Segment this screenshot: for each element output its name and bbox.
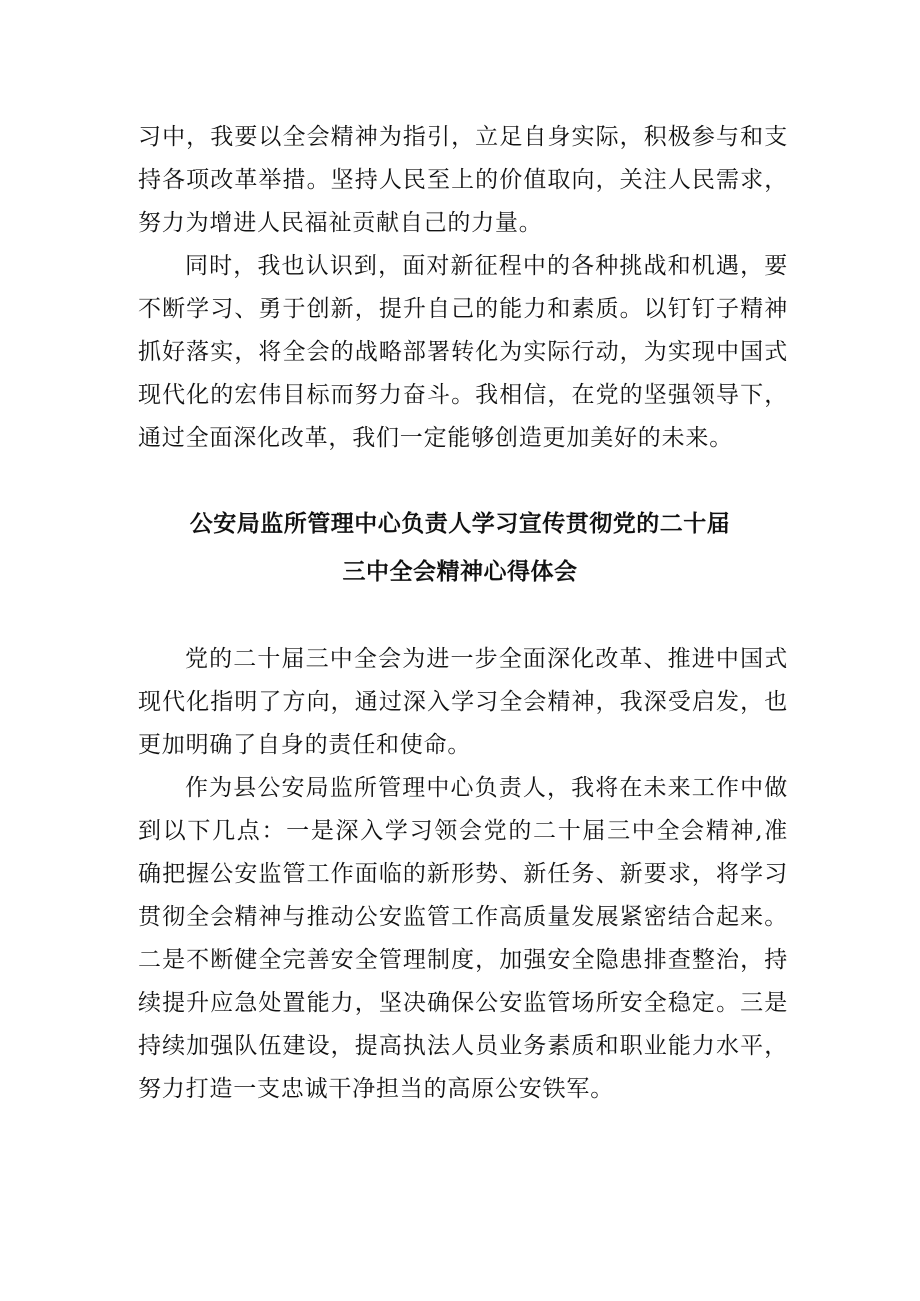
article-title-line-2: 三中全会精神心得体会 xyxy=(342,559,578,585)
body-paragraph-intro: 党的二十届三中全会为进一步全面深化改革、推进中国式现代化指明了方向，通过深入学习全会精神，我深受启发，也更加明确了自身的责任和使命。 xyxy=(138,646,788,758)
body-paragraph-work-plan: 作为县公安局监所管理中心负责人，我将在未来工作中做到以下几点：一是深入学习领会党的二十届三中全会精神,准确把握公安监管工作面临的新形势、新任务、新要求，将学习贯彻全会精神与推动公安监管工作高质量发展紧密结合起来。二是不断健全完善安全管理制度，加强安全隐患排查整治，持续提升应急处置能力，坚决确保公安监管场所安全稳定。三是持续加强队伍建设，提高执法人员业务素质和职业能力水平，努力打造一支忠诚干净担当的高原公安铁军。 xyxy=(138,775,788,1102)
body-paragraph-continuation: 习中，我要以全会精神为指引，立足自身实际，积极参与和支持各项改革举措。坚持人民至上的价值取向，关注人民需求，努力为增进人民福祉贡献自己的力量。 xyxy=(138,124,788,236)
article-title-line-1: 公安局监所管理中心负责人学习宣传贯彻党的二十届 xyxy=(189,511,731,537)
body-paragraph-commitment: 同时，我也认识到，面对新征程中的各种挑战和机遇，要不断学习、勇于创新，提升自己的能力和素质。以钉钉子精神抓好落实，将全会的战略部署转化为实际行动，为实现中国式现代化的宏伟目标而努力奋斗。我相信，在党的坚强领导下，通过全面深化改革，我们一定能够创造更加美好的未来。 xyxy=(138,253,788,451)
